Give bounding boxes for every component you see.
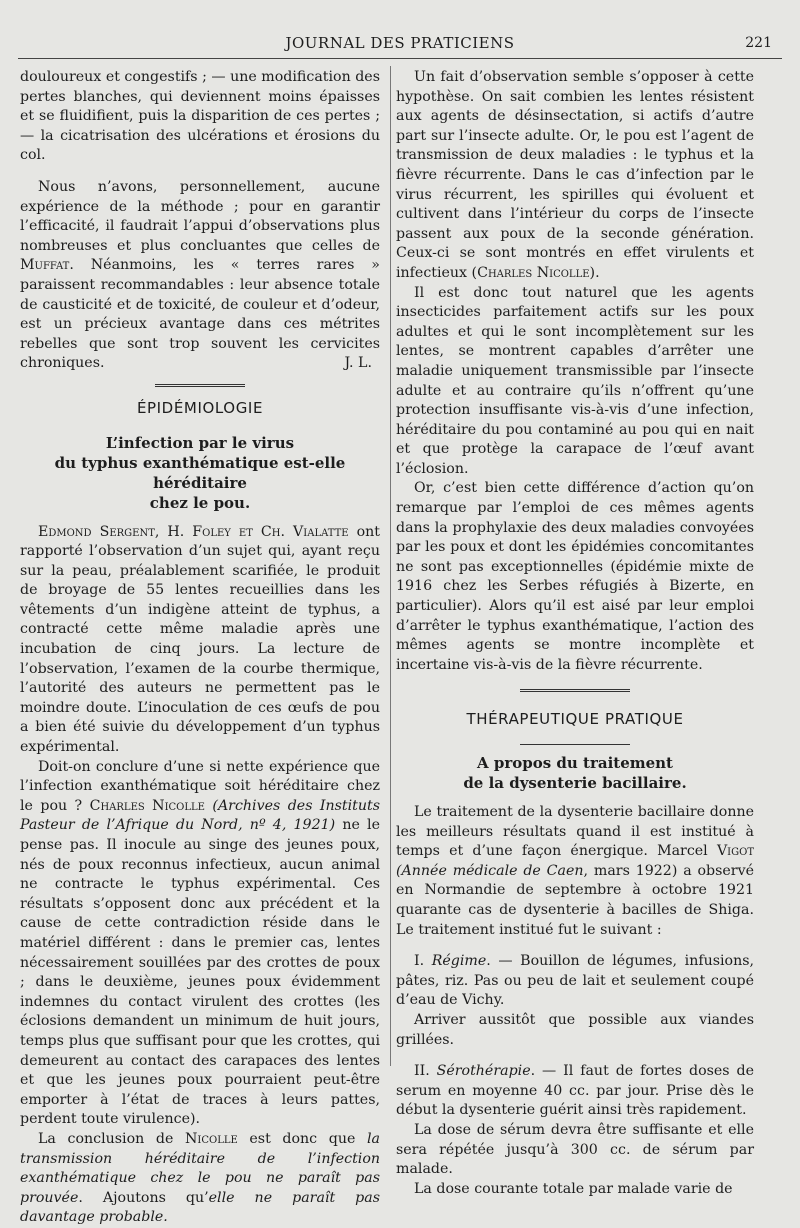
section-rule xyxy=(155,384,245,389)
paragraph: Edmond Sergent, H. Foley et Ch. Vialatte ont rapporté l’observation d’un sujet qui, ayant reçu sur la peau, préalablement scarifiée, le produit de broyage de 55 lentes recueillies dans les vêtements d’un indigène atteint de typhus, a contracté cette même maladie après une incubation de cinq jours. La lecture de l’observation, l’examen de la courbe thermique, l’autorité des auteurs ne permettent pas le moindre doute. L’inoculation de ces œufs de pou a bien été suivie du développement d’un typhus expérimental. xyxy=(20,523,380,756)
paragraph: La dose courante totale par malade varie de xyxy=(414,1180,733,1197)
author-name: Vigot xyxy=(716,843,754,860)
left-column xyxy=(20,68,380,1228)
author-name: Charles Nicolle xyxy=(477,264,590,281)
journal-title: JOURNAL DES PRATICIENS xyxy=(285,34,515,52)
paragraph: Nous n’avons, personnellement, aucune expérience de la méthode ; pour en garantir l’efficacité, il faudrait l’appui d’observations plus nombreuses et plus concluantes que celles de Muffat. Néanmoins, les « terres rares » paraissent recommandables : leur absence totale de causticité et de toxicité, de couleur et d’odeur, est un précieux avantage dans ces métrites rebelles que sont trop souvent les cervicites chroniques. J. L. xyxy=(20,178,380,374)
section-title: ÉPIDÉMIOLOGIE xyxy=(136,398,264,417)
right-column xyxy=(396,68,754,1199)
section-rule xyxy=(520,689,630,694)
paragraph: douloureux et congestifs ; — une modification des pertes blanches, qui deviennent moins épaisses et se fluidifient, puis la disparition de ces pertes ; — la cicatrisation des ulcérations et érosions du col. xyxy=(20,69,380,164)
paragraph: Arriver aussitôt que possible aux viandes grillées. xyxy=(396,1011,754,1048)
author-name: Muffat xyxy=(20,257,70,274)
page-number: 221 xyxy=(745,35,772,51)
paragraph: Un fait d’observation semble s’opposer à cette hypothèse. On sait combien les lentes résistent aux agents de désinsectation, si actifs d’autre part sur l’insecte adulte. Or, le pou est l’agent de transmission de deux maladies : le typhus et la fièvre récurrente. Dans le cas d’infection par le virus récurrent, les spirilles qui évoluent et cultivent dans l’intérieur du corps de l’insecte passent aux poux de la seconde génération. Ceux-ci se sont montrés en effet virulents et infectieux (Charles Nicolle). xyxy=(396,69,754,281)
citation: (Année médicale de Caen xyxy=(396,862,584,879)
paragraph: I. Régime. — Bouillon de légumes, infusions, pâtes, riz. Pas ou peu de lait et seulement coupé d’eau de Vichy. xyxy=(396,953,755,1009)
title-rule xyxy=(520,744,630,745)
author-name: Charles Nicolle xyxy=(89,797,205,814)
paragraph: II. Sérothérapie. — Il faut de fortes doses de serum en moyenne 40 cc. par jour. Prise dès le début la dysenterie guérit ainsi très rapidement. xyxy=(396,1063,754,1119)
column-divider xyxy=(390,66,391,1066)
paragraph: Il est donc tout naturel que les agents insecticides parfaitement actifs sur les poux adultes et qui le sont incomplètement sur les lentes, se montrent capables d’arrêter une maladie uniquement transmissible par l’insecte adulte et au contraire qu’ils n’offrent qu’une protection insuffisante vis-à-vis d’une infection, héréditaire du pou contaminé au pou qui en nait et que protège la carapace de l’œuf avant l’éclosion. xyxy=(396,284,754,477)
paragraph: Le traitement de la dysenterie bacillaire donne les meilleurs résultats quand il est institué à temps et d’une façon énergique. Marcel Vigot (Année médicale de Caen, mars 1922) a observé en Normandie de septembre à octobre 1921 quarante cas de dysenterie à bacilles de Shiga. Le traitement institué fut le suivant : xyxy=(396,804,754,938)
running-header xyxy=(18,32,782,54)
citation: (Archives des Instituts Pasteur de l’Afrique du Nord, nº 4, 1921) xyxy=(20,797,380,834)
author-names: Edmond Sergent, H. Foley et Ch. Vialatte xyxy=(38,523,349,540)
paragraph: La dose de sérum devra être suffisante et elle sera répétée jusqu’à 300 cc. de sérum par malade. xyxy=(396,1121,754,1178)
article-title: A propos du traitement de la dysenterie bacillaire. xyxy=(463,754,687,792)
author-name: Nicolle xyxy=(184,1130,238,1147)
section-title: THÉRAPEUTIQUE PRATIQUE xyxy=(466,710,684,729)
header-rule xyxy=(18,58,782,59)
paragraph: La conclusion de Nicolle est donc que la transmission héréditaire de l’infection exanthématique chez le pou ne paraît pas prouvée. Ajoutons qu’elle ne paraît pas davantage probable. xyxy=(20,1130,380,1226)
paragraph: Or, c’est bien cette différence d’action qu’on remarque par l’emploi de ces mêmes agents dans la prophylaxie des deux maladies convoyées par les poux et dont les épidémies concomitantes ne sont pas exceptionnelles (épidémie mixte de 1916 chez les Serbes réfugiés à Bizerte, en particulier). Alors qu’il est aisé par leur emploi d’arrêter le typhus exanthématique, l’action des mêmes agents se montre incomplète et incertaine vis-à-vis de la fièvre récurrente. xyxy=(396,480,754,673)
paragraph: Doit-on conclure d’une si nette expérience que l’infection exanthématique soit héréditaire chez le pou ? Charles Nicolle (Archives des Instituts Pasteur de l’Afrique du Nord, nº 4, 1921) ne le pense pas. Il inocule au singe des jeunes poux, nés de poux reconnus infectieux, aucun animal ne contracte le typhus expérimental. Ces résultats s’opposent donc aux précédent et la cause de cette contradiction réside dans le matériel différent : dans le premier cas, lentes nécessairement souillées par des crottes de poux ; dans le deuxième, jeunes poux évidemment indemnes du contact virulent des crottes (les éclosions demandent un minimum de huit jours, temps plus que suffisant pour que les crottes, qui demeurent au contact des carapaces des lentes et que les jeunes poux pourraient peut-être emporter à l’état de traces à leurs pattes, perdent toute virulence). xyxy=(20,758,380,1128)
signature: J. L. xyxy=(344,355,372,372)
article-title: L’infection par le virus du typhus exanthématique est-elle héréditaire chez le pou. xyxy=(54,433,346,512)
